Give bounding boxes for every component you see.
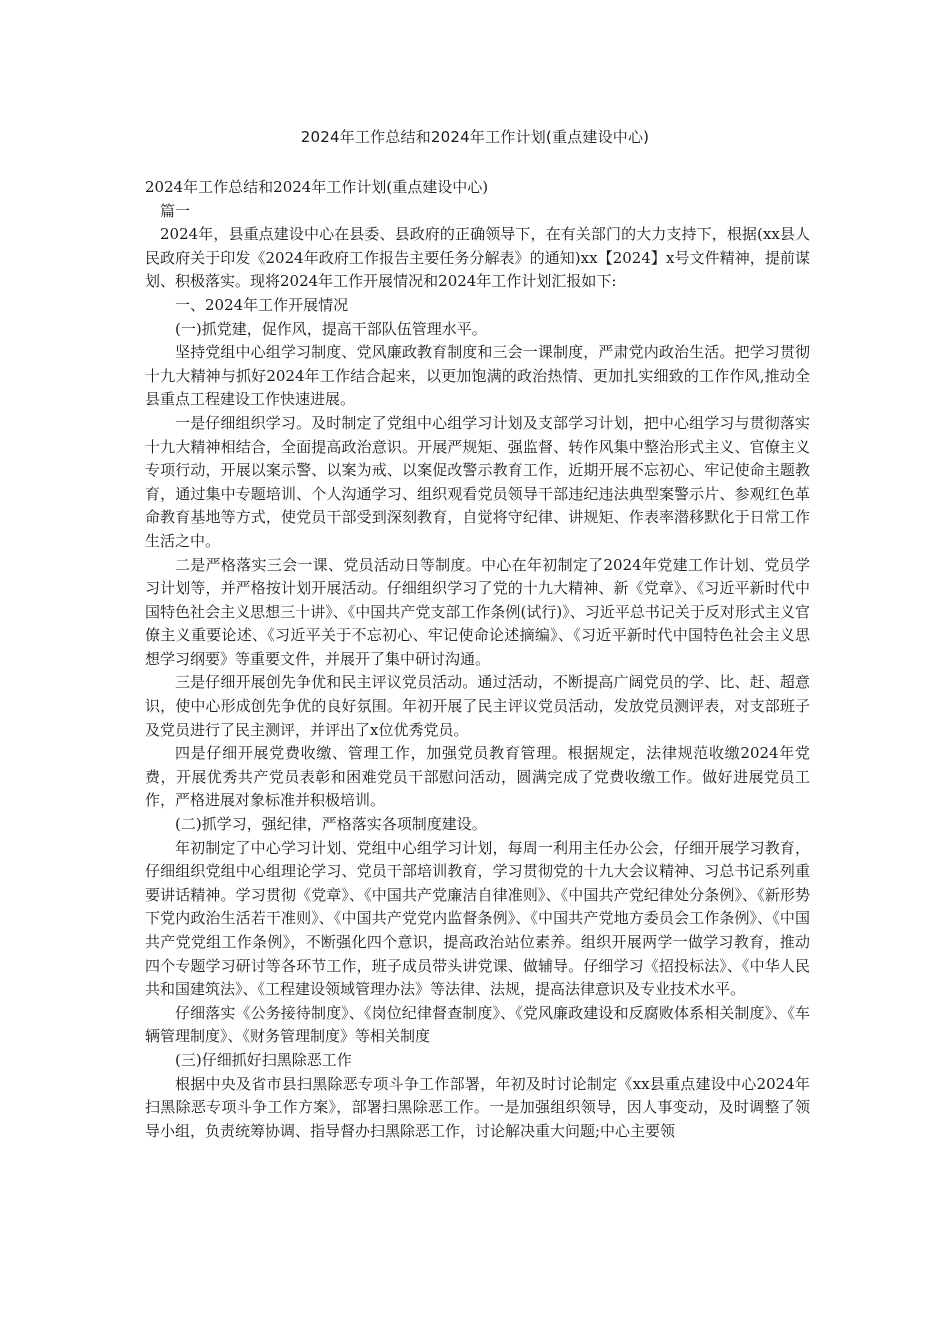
- part-label: 篇一: [160, 201, 191, 220]
- section-heading: 一、2024年工作开展情况: [175, 295, 349, 314]
- document-subtitle: 2024年工作总结和2024年工作计划(重点建设中心): [145, 178, 489, 196]
- document-body: [145, 176, 810, 1143]
- paragraph: 仔细落实《公务接待制度》、《岗位纪律督查制度》、《党风廉政建设和反腐败体系相关制度》、《车辆管理制度》、《财务管理制度》等相关制度: [145, 1003, 810, 1046]
- paragraph-intro: 2024年，县重点建设中心在县委、县政府的正确领导下，在有关部门的大力支持下，根据(xx县人民政府关于印发《2024年政府工作报告主要任务分解表》的通知)xx【2024】x号文件精神，提前谋划、积极落实。现将2024年工作开展情况和2024年工作计划汇报如下:: [145, 225, 810, 291]
- subsection-heading: (三)仔细抓好扫黑除恶工作: [175, 1050, 352, 1069]
- paragraph: 坚持党组中心组学习制度、党风廉政教育制度和三会一课制度，严肃党内政治生活。把学习贯彻十九大精神与抓好2024年工作结合起来，以更加饱满的政治热情、更加扎实细致的工作作风,推动全县重点工程建设工作快速进展。: [145, 343, 810, 409]
- subsection-heading: (二)抓学习，强纪律，严格落实各项制度建设。: [175, 815, 487, 834]
- paragraph: 年初制定了中心学习计划、党组中心组学习计划，每周一利用主任办公会，仔细开展学习教育，仔细组织党组中心组理论学习、党员干部培训教育，学习贯彻党的十九大会议精神、习总书记系列重要讲话精神。学习贯彻《党章》、《中国共产党廉洁自律准则》、《中国共产党纪律处分条例》、《新形势下党内政治生活若干准则》、《中国共产党党内监督条例》、《中国共产党地方委员会工作条例》、《中国共产党党组工作条例》，不断强化四个意识，提高政治站位素养。组织开展两学一做学习教育，推动四个专题学习研讨等各环节工作，班子成员带头讲党课、做辅导。仔细学习《招投标法》、《中华人民共和国建筑法》、《工程建设领域管理办法》等法律、法规，提高法律意识及专业技术水平。: [145, 838, 810, 999]
- subsection-heading: (一)抓党建，促作风，提高干部队伍管理水平。: [175, 319, 487, 338]
- paragraph: 三是仔细开展创先争优和民主评议党员活动。通过活动，不断提高广阔党员的学、比、赶、超意识，使中心形成创先争优的良好氛围。年初开展了民主评议党员活动，发放党员测评表，对支部班子及党员进行了民主测评，并评出了x位优秀党员。: [145, 673, 810, 739]
- paragraph: 四是仔细开展党费收缴、管理工作，加强党员教育管理。根据规定，法律规范收缴2024年党费，开展优秀共产党员表彰和困难党员干部慰问活动，圆满完成了党费收缴工作。做好进展党员工作，严格进展对象标准并积极培训。: [145, 744, 810, 810]
- paragraph: 根据中央及省市县扫黑除恶专项斗争工作部署，年初及时讨论制定《xx县重点建设中心2024年扫黑除恶专项斗争工作方案》，部署扫黑除恶工作。一是加强组织领导，因人事变动，及时调整了领导小组，负责统筹协调、指导督办扫黑除恶工作，讨论解决重大问题;中心主要领: [145, 1074, 810, 1140]
- document-title: 2024年工作总结和2024年工作计划(重点建设中心): [300, 128, 650, 146]
- paragraph: 二是严格落实三会一课、党员活动日等制度。中心在年初制定了2024年党建工作计划、党员学习计划等，并严格按计划开展活动。仔细组织学习了党的十九大精神、新《党章》、《习近平新时代中国特色社会主义思想三十讲》、《中国共产党支部工作条例(试行)》、习近平总书记关于反对形式主义官僚主义重要论述、《习近平关于不忘初心、牢记使命论述摘编》、《习近平新时代中国特色社会主义思想学习纲要》等重要文件，并展开了集中研讨沟通。: [145, 555, 810, 668]
- paragraph: 一是仔细组织学习。及时制定了党组中心组学习计划及支部学习计划，把中心组学习与贯彻落实十九大精神相结合，全面提高政治意识。开展严规矩、强监督、转作风集中整治形式主义、官僚主义专项行动，开展以案示警、以案为戒、以案促改警示教育工作，近期开展不忘初心、牢记使命主题教育，通过集中专题培训、个人沟通学习、组织观看党员领导干部违纪违法典型案警示片、参观红色革命教育基地等方式，使党员干部受到深刻教育，自觉将守纪律、讲规矩、作表率潜移默化于日常工作生活之中。: [145, 413, 810, 550]
